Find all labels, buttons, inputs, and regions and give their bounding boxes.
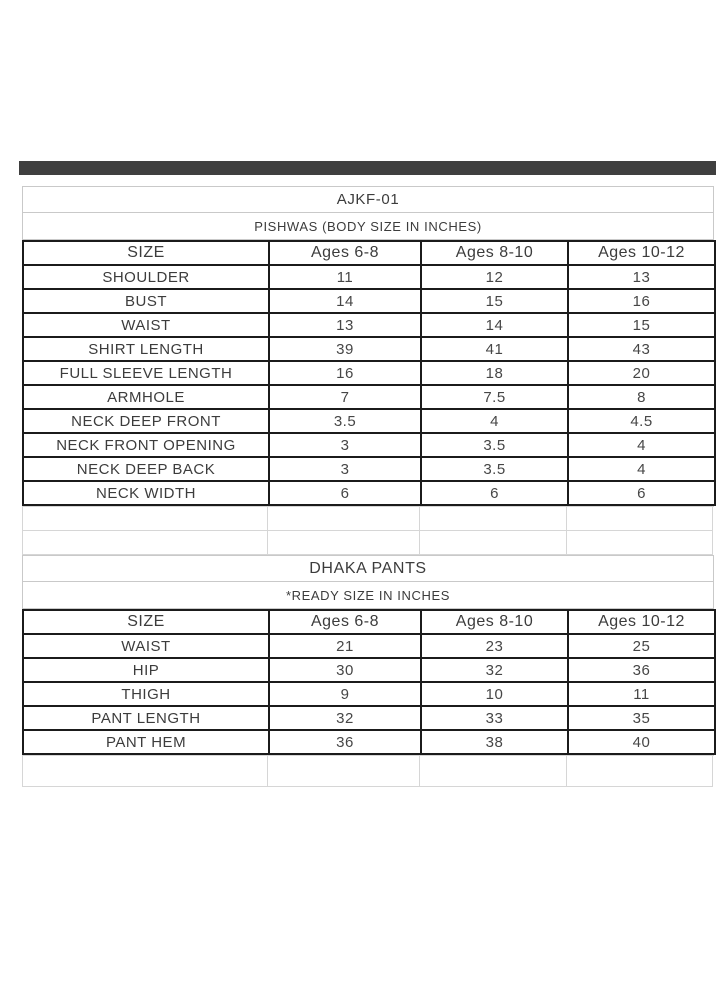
table-row <box>23 706 715 730</box>
value-cell: 3.5 <box>269 409 421 433</box>
value-cell: 7.5 <box>421 385 568 409</box>
column-header-ages-6-8: Ages 6-8 <box>269 610 421 634</box>
table-row <box>23 385 715 409</box>
pishwas-title: AJKF-01 <box>22 186 714 213</box>
value-cell: 13 <box>269 313 421 337</box>
value-cell: 39 <box>269 337 421 361</box>
value-cell: 36 <box>568 658 715 682</box>
value-cell: 41 <box>421 337 568 361</box>
size-chart-sheet <box>22 186 714 787</box>
dhaka-header-row <box>23 610 715 634</box>
table-row <box>23 730 715 754</box>
value-cell: 8 <box>568 385 715 409</box>
empty-cell <box>268 756 420 787</box>
value-cell: 14 <box>421 313 568 337</box>
value-cell: 7 <box>269 385 421 409</box>
value-cell: 6 <box>421 481 568 505</box>
value-cell: 38 <box>421 730 568 754</box>
value-cell: 3 <box>269 433 421 457</box>
table-row <box>23 433 715 457</box>
pishwas-size-table <box>22 240 716 506</box>
row-label: PANT HEM <box>23 730 269 754</box>
table-row <box>23 658 715 682</box>
row-label: NECK WIDTH <box>23 481 269 505</box>
empty-cell <box>23 531 268 555</box>
pishwas-subtitle: PISHWAS (BODY SIZE IN INCHES) <box>22 213 714 240</box>
column-header-ages-6-8: Ages 6-8 <box>269 241 421 265</box>
row-label: BUST <box>23 289 269 313</box>
value-cell: 18 <box>421 361 568 385</box>
table-row <box>23 409 715 433</box>
empty-grid-rows <box>22 506 714 555</box>
row-label: NECK DEEP FRONT <box>23 409 269 433</box>
value-cell: 13 <box>568 265 715 289</box>
value-cell: 12 <box>421 265 568 289</box>
value-cell: 11 <box>568 682 715 706</box>
row-label: NECK FRONT OPENING <box>23 433 269 457</box>
value-cell: 3.5 <box>421 433 568 457</box>
row-label: FULL SLEEVE LENGTH <box>23 361 269 385</box>
value-cell: 43 <box>568 337 715 361</box>
value-cell: 6 <box>568 481 715 505</box>
value-cell: 10 <box>421 682 568 706</box>
column-header-ages-8-10: Ages 8-10 <box>421 610 568 634</box>
row-label: SHOULDER <box>23 265 269 289</box>
empty-cell <box>567 531 713 555</box>
column-header-size: SIZE <box>23 610 269 634</box>
value-cell: 4 <box>568 433 715 457</box>
empty-cell <box>420 756 567 787</box>
trailing-empty-row <box>22 755 714 787</box>
empty-cell <box>23 507 268 531</box>
value-cell: 36 <box>269 730 421 754</box>
value-cell: 15 <box>568 313 715 337</box>
value-cell: 3 <box>269 457 421 481</box>
table-row <box>23 634 715 658</box>
table-row <box>23 361 715 385</box>
row-label: SHIRT LENGTH <box>23 337 269 361</box>
column-header-ages-8-10: Ages 8-10 <box>421 241 568 265</box>
column-header-ages-10-12: Ages 10-12 <box>568 241 715 265</box>
top-divider-bar <box>19 161 716 175</box>
empty-cell <box>567 507 713 531</box>
value-cell: 35 <box>568 706 715 730</box>
value-cell: 16 <box>568 289 715 313</box>
empty-cell <box>23 756 268 787</box>
value-cell: 9 <box>269 682 421 706</box>
dhaka-size-table <box>22 609 716 755</box>
value-cell: 16 <box>269 361 421 385</box>
value-cell: 20 <box>568 361 715 385</box>
value-cell: 23 <box>421 634 568 658</box>
table-row <box>23 265 715 289</box>
empty-cell <box>268 531 420 555</box>
table-row <box>23 457 715 481</box>
value-cell: 40 <box>568 730 715 754</box>
value-cell: 32 <box>269 706 421 730</box>
table-row <box>23 481 715 505</box>
empty-cell <box>567 756 713 787</box>
value-cell: 15 <box>421 289 568 313</box>
value-cell: 21 <box>269 634 421 658</box>
table-row <box>23 337 715 361</box>
table-row <box>23 289 715 313</box>
value-cell: 4.5 <box>568 409 715 433</box>
column-header-ages-10-12: Ages 10-12 <box>568 610 715 634</box>
value-cell: 14 <box>269 289 421 313</box>
dhaka-title: DHAKA PANTS <box>22 555 714 582</box>
pishwas-header-row <box>23 241 715 265</box>
row-label: NECK DEEP BACK <box>23 457 269 481</box>
value-cell: 32 <box>421 658 568 682</box>
value-cell: 4 <box>421 409 568 433</box>
dhaka-subtitle: *READY SIZE IN INCHES <box>22 582 714 609</box>
row-label: PANT LENGTH <box>23 706 269 730</box>
column-header-size: SIZE <box>23 241 269 265</box>
value-cell: 25 <box>568 634 715 658</box>
row-label: THIGH <box>23 682 269 706</box>
value-cell: 30 <box>269 658 421 682</box>
row-label: HIP <box>23 658 269 682</box>
row-label: WAIST <box>23 313 269 337</box>
value-cell: 3.5 <box>421 457 568 481</box>
empty-cell <box>268 507 420 531</box>
row-label: WAIST <box>23 634 269 658</box>
table-row <box>23 313 715 337</box>
table-row <box>23 682 715 706</box>
value-cell: 11 <box>269 265 421 289</box>
value-cell: 33 <box>421 706 568 730</box>
empty-cell <box>420 531 567 555</box>
empty-cell <box>420 507 567 531</box>
row-label: ARMHOLE <box>23 385 269 409</box>
value-cell: 6 <box>269 481 421 505</box>
value-cell: 4 <box>568 457 715 481</box>
